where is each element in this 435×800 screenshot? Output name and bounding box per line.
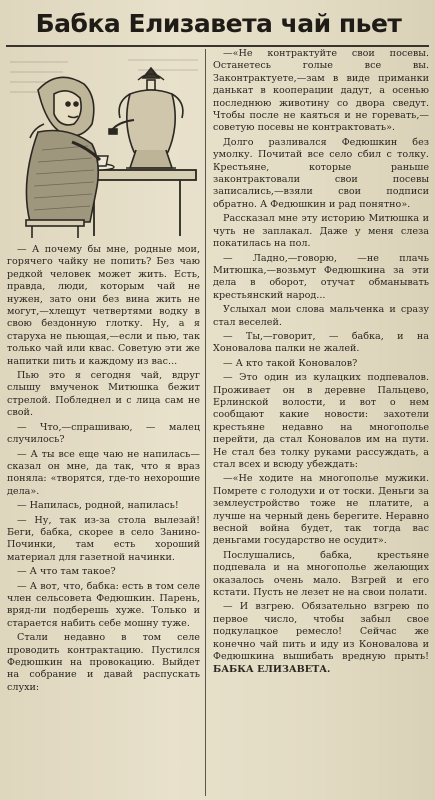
- article-paragraph: — А что там такое?: [17, 566, 116, 578]
- article-paragraph: Пью это я сегодня чай, вдруг слышу вмученок Митюшка бежит стрелой. Побледнел и с лица сам не свой.: [7, 370, 200, 419]
- article-paragraph: —«Не контрактуйте свои посевы. Останетесь голые все вы. Законтрактуете,—зам в виде приманки данькат в кооперации дадут, а осенью последнюю животину со двора сведут. Чтобы после не каяться и не горевать,—советую посевы не контрактовать».: [213, 48, 429, 134]
- article-paragraph: — Это один из кулацких подпевалов. Проживает он в деревне Пальцево, Ерлинской волости, и вот о нем сообщают какие новости: захотели крестьяне недавно на многополье перейти, да стал Коновалов им на пути. Не стал без толку руками рассуждать, а стал всех и всюду убеждать:: [213, 372, 429, 470]
- article-paragraph: — А вот, что, бабка: есть в том селе член сельсовета Федюшкин. Парень, вряд-ли подберешь хуже. Только и старается набить себе мошну туже.: [7, 580, 200, 629]
- article-paragraph: Рассказал мне эту историю Митюшка и чуть не заплакал. Даже у меня слеза покатилась на пол.: [213, 213, 429, 250]
- article-paragraph: Долго разливался Федюшкин без умолку. Почитай все село сбил с толку. Крестьяне, которые раньше законтрактовали свои посевы записались,—взяли свои подписи обратно. А Федюшкин и рад понятно».: [213, 136, 429, 210]
- column-divider: [205, 49, 206, 796]
- article-paragraph: [213, 601, 429, 675]
- title-rule: [6, 45, 429, 47]
- article-title: Бабка Елизавета чай пьет: [35, 9, 402, 38]
- article-paragraph: Услыхал мои слова мальченка и сразу стал веселей.: [213, 304, 429, 328]
- article-paragraph: — Ну, так из-за стола вылезай! Беги, бабка, скорее в село Занино-Починки, там есть хороший материал для газетной начинки.: [7, 514, 200, 563]
- article-paragraph: Стали недавно в том селе проводить контрактацию. Пустился Федюшкин на провокацию. Выйдет на собрание и давай распускать слухи:: [7, 632, 200, 693]
- article-paragraph: — Ты,—говорит, — бабка, и на Хоновалова палки не жалей.: [213, 330, 429, 355]
- article-column-right: [213, 48, 429, 678]
- article-paragraph: Послушались, бабка, крестьяне подпевала и на многополье желающих оказалось очень мало. Взгрей и его кстати. Пусть не лезет не на свои полати.: [213, 549, 429, 599]
- article-paragraph: — Напилась, родной, напилась!: [17, 500, 179, 512]
- article-column-left: [7, 244, 200, 696]
- article-paragraph: — А почему бы мне, родные мои, горячего чайку не попить? Без чаю редкой человек может жить. Есть, правда, люди, которым чай не нужен, зато они без вина жить не могут,—хлещут четвертями водку в свою бездонную глотку. Ну, а я старуха не пьющая,—если и пью, так только чай или квас. Советую эти же напитки пить и каждому из вас...: [7, 244, 200, 367]
- author-signature: БАБКА ЕЛИЗАВЕТА.: [213, 663, 331, 675]
- article-paragraph: — А кто такой Коновалов?: [223, 357, 358, 369]
- article-paragraph: — Ладно,—говорю, —не плачь Митюшка,—возьмут Федюшкина за эти дела в оборот, отучат обманывать крестьянский народ...: [213, 252, 429, 301]
- article-paragraph: — А ты все еще чаю не напилась—сказал он мне, да так, что я враз поняла: «творятся, где-то нехорошие дела».: [7, 448, 200, 497]
- article-paragraph-text: — И взгрею. Обязательно взгрею по первое число, чтобы забыл свое подкулацкое ремесло! Сейчас же конечно чай пить и иду из Коновалова и Федюшкина вышибать вредную прыть!: [213, 601, 429, 663]
- illustration-grandmother-samovar: [8, 50, 202, 238]
- article-paragraph: —«Не ходите на многополье мужики. Помрете с голодухи и от тоски. Деньги за землеустройство тоже не платите, а лучше на черный день берегите. Неравно весной война будет, так тогда вас деньгами государство не осудит».: [213, 473, 429, 547]
- article-paragraph: — Что,—спрашиваю, — малец случилось?: [7, 421, 200, 446]
